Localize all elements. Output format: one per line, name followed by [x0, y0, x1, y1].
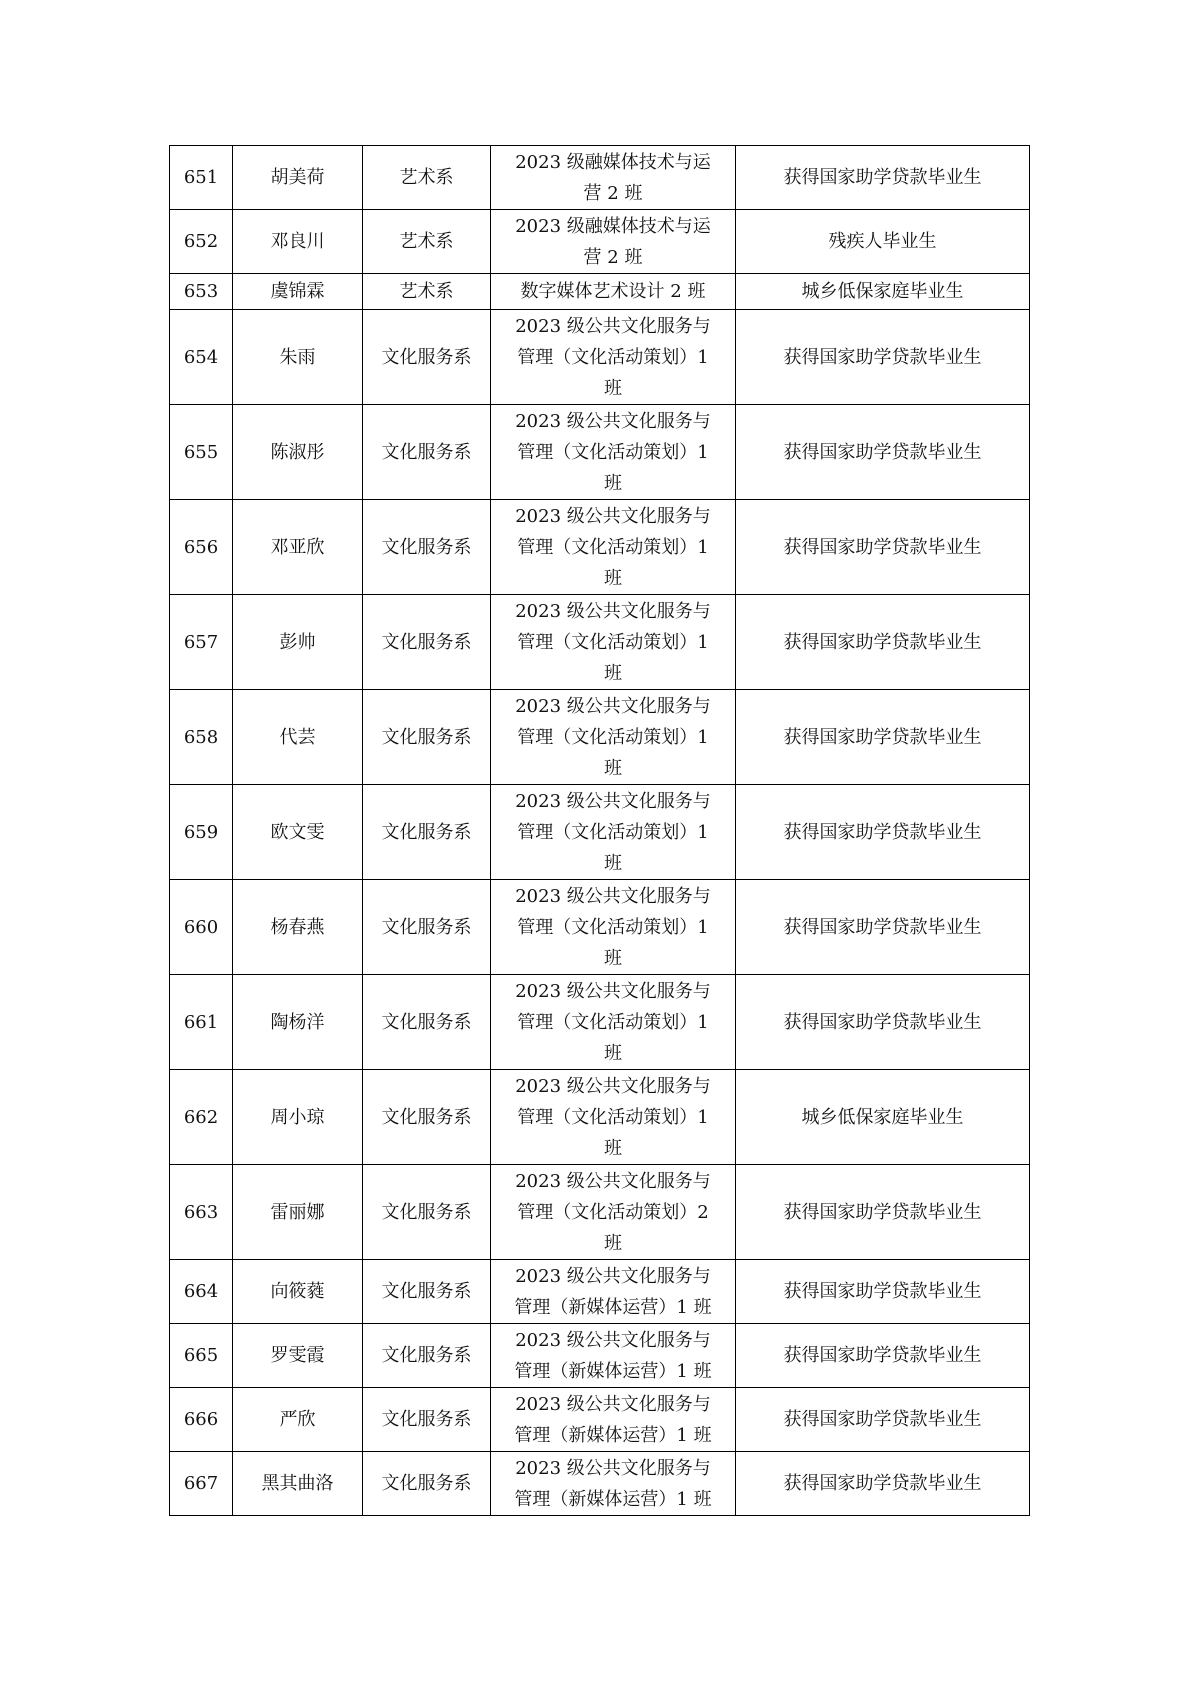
- class-line: 班: [604, 1232, 622, 1254]
- cell-department: 艺术系: [363, 210, 491, 274]
- table-row: [170, 595, 1030, 690]
- class-line: 管理（新媒体运营）1 班: [514, 1296, 712, 1318]
- cell-department: 艺术系: [363, 146, 491, 210]
- class-line: 2023 级公共文化服务与: [515, 980, 711, 1002]
- class-line: 2023 级公共文化服务与: [515, 1457, 711, 1479]
- class-line: 管理（新媒体运营）1 班: [514, 1488, 712, 1510]
- cell-class: [491, 310, 736, 405]
- class-line: 2023 级公共文化服务与: [515, 695, 711, 717]
- cell-class: [491, 1260, 736, 1324]
- cell-department: 文化服务系: [363, 500, 491, 595]
- class-line: 班: [604, 947, 622, 969]
- cell-department: 文化服务系: [363, 405, 491, 500]
- cell-number: 663: [170, 1165, 233, 1260]
- cell-department: 文化服务系: [363, 310, 491, 405]
- cell-number: 661: [170, 975, 233, 1070]
- class-line: 管理（文化活动策划）1: [517, 536, 709, 558]
- class-line: 班: [604, 757, 622, 779]
- cell-category: 城乡低保家庭毕业生: [736, 274, 1030, 310]
- graduate-table-body: [170, 146, 1030, 1516]
- cell-class: [491, 785, 736, 880]
- table-row: [170, 1388, 1030, 1452]
- cell-class: [491, 405, 736, 500]
- cell-department: 文化服务系: [363, 785, 491, 880]
- cell-name: 邓良川: [233, 210, 363, 274]
- table-row: [170, 500, 1030, 595]
- class-line: 2023 级公共文化服务与: [515, 505, 711, 527]
- table-row: [170, 310, 1030, 405]
- cell-number: 655: [170, 405, 233, 500]
- class-line: 2023 级公共文化服务与: [515, 410, 711, 432]
- cell-class: [491, 1070, 736, 1165]
- table-row: [170, 146, 1030, 210]
- class-line: 2023 级公共文化服务与: [515, 1265, 711, 1287]
- cell-class: [491, 1388, 736, 1452]
- class-line: 2023 级公共文化服务与: [515, 1075, 711, 1097]
- cell-name: 罗雯霞: [233, 1324, 363, 1388]
- cell-class: [491, 274, 736, 310]
- cell-category: 获得国家助学贷款毕业生: [736, 310, 1030, 405]
- cell-class: [491, 1165, 736, 1260]
- table-row: [170, 210, 1030, 274]
- table-row: [170, 405, 1030, 500]
- class-line: 管理（文化活动策划）1: [517, 726, 709, 748]
- cell-category: 城乡低保家庭毕业生: [736, 1070, 1030, 1165]
- cell-department: 文化服务系: [363, 690, 491, 785]
- table-row: [170, 1070, 1030, 1165]
- table-row: [170, 785, 1030, 880]
- cell-category: 获得国家助学贷款毕业生: [736, 975, 1030, 1070]
- cell-category: 获得国家助学贷款毕业生: [736, 785, 1030, 880]
- class-line: 管理（文化活动策划）1: [517, 441, 709, 463]
- cell-department: 文化服务系: [363, 880, 491, 975]
- cell-category: 获得国家助学贷款毕业生: [736, 1388, 1030, 1452]
- graduate-table: [169, 145, 1030, 1516]
- cell-class: [491, 690, 736, 785]
- class-line: 2023 级融媒体技术与运: [515, 215, 711, 237]
- cell-category: 获得国家助学贷款毕业生: [736, 1260, 1030, 1324]
- class-line: 管理（文化活动策划）1: [517, 346, 709, 368]
- table-row: [170, 880, 1030, 975]
- cell-department: 文化服务系: [363, 1165, 491, 1260]
- cell-category: 获得国家助学贷款毕业生: [736, 595, 1030, 690]
- cell-name: 陶杨洋: [233, 975, 363, 1070]
- cell-name: 朱雨: [233, 310, 363, 405]
- cell-department: 文化服务系: [363, 1070, 491, 1165]
- cell-class: [491, 1452, 736, 1516]
- class-line: 营 2 班: [583, 246, 643, 268]
- cell-number: 667: [170, 1452, 233, 1516]
- class-line: 管理（文化活动策划）1: [517, 821, 709, 843]
- cell-class: [491, 975, 736, 1070]
- class-line: 班: [604, 1137, 622, 1159]
- class-line: 班: [604, 472, 622, 494]
- cell-name: 虞锦霖: [233, 274, 363, 310]
- table-row: [170, 274, 1030, 310]
- class-line: 2023 级公共文化服务与: [515, 1170, 711, 1192]
- class-line: 班: [604, 567, 622, 589]
- cell-class: [491, 595, 736, 690]
- cell-category: 获得国家助学贷款毕业生: [736, 690, 1030, 785]
- cell-class: [491, 146, 736, 210]
- cell-number: 659: [170, 785, 233, 880]
- cell-number: 664: [170, 1260, 233, 1324]
- cell-category: 残疾人毕业生: [736, 210, 1030, 274]
- class-line: 2023 级公共文化服务与: [515, 1329, 711, 1351]
- cell-name: 陈淑彤: [233, 405, 363, 500]
- table-row: [170, 1452, 1030, 1516]
- cell-department: 文化服务系: [363, 1324, 491, 1388]
- class-line: 营 2 班: [583, 182, 643, 204]
- cell-name: 代芸: [233, 690, 363, 785]
- cell-name: 雷丽娜: [233, 1165, 363, 1260]
- class-line: 班: [604, 377, 622, 399]
- cell-category: 获得国家助学贷款毕业生: [736, 146, 1030, 210]
- cell-class: [491, 210, 736, 274]
- cell-number: 665: [170, 1324, 233, 1388]
- cell-category: 获得国家助学贷款毕业生: [736, 880, 1030, 975]
- cell-number: 662: [170, 1070, 233, 1165]
- class-line: 班: [604, 662, 622, 684]
- cell-class: [491, 500, 736, 595]
- cell-name: 胡美荷: [233, 146, 363, 210]
- class-line: 2023 级公共文化服务与: [515, 315, 711, 337]
- table-row: [170, 690, 1030, 785]
- class-line: 班: [604, 1042, 622, 1064]
- class-line: 管理（文化活动策划）1: [517, 1106, 709, 1128]
- cell-number: 652: [170, 210, 233, 274]
- class-line: 管理（文化活动策划）1: [517, 631, 709, 653]
- class-line: 管理（新媒体运营）1 班: [514, 1424, 712, 1446]
- class-line: 管理（文化活动策划）1: [517, 1011, 709, 1033]
- cell-department: 文化服务系: [363, 1452, 491, 1516]
- class-line: 2023 级公共文化服务与: [515, 885, 711, 907]
- cell-category: 获得国家助学贷款毕业生: [736, 1324, 1030, 1388]
- cell-name: 邓亚欣: [233, 500, 363, 595]
- cell-number: 651: [170, 146, 233, 210]
- cell-number: 657: [170, 595, 233, 690]
- class-line: 2023 级公共文化服务与: [515, 1393, 711, 1415]
- table-row: [170, 1165, 1030, 1260]
- cell-class: [491, 880, 736, 975]
- cell-number: 656: [170, 500, 233, 595]
- cell-number: 654: [170, 310, 233, 405]
- class-line: 数字媒体艺术设计 2 班: [520, 281, 706, 302]
- cell-category: 获得国家助学贷款毕业生: [736, 1452, 1030, 1516]
- table-row: [170, 1260, 1030, 1324]
- class-line: 班: [604, 852, 622, 874]
- cell-name: 严欣: [233, 1388, 363, 1452]
- cell-department: 文化服务系: [363, 595, 491, 690]
- graduate-list-sheet: [169, 145, 1029, 1516]
- cell-department: 艺术系: [363, 274, 491, 310]
- cell-name: 彭帅: [233, 595, 363, 690]
- table-row: [170, 1324, 1030, 1388]
- cell-class: [491, 1324, 736, 1388]
- class-line: 2023 级融媒体技术与运: [515, 151, 711, 173]
- class-line: 2023 级公共文化服务与: [515, 790, 711, 812]
- cell-department: 文化服务系: [363, 1388, 491, 1452]
- class-line: 管理（文化活动策划）1: [517, 916, 709, 938]
- cell-name: 欧文雯: [233, 785, 363, 880]
- cell-name: 杨春燕: [233, 880, 363, 975]
- cell-department: 文化服务系: [363, 975, 491, 1070]
- cell-category: 获得国家助学贷款毕业生: [736, 405, 1030, 500]
- cell-name: 向筱蕤: [233, 1260, 363, 1324]
- cell-name: 黑其曲洛: [233, 1452, 363, 1516]
- table-row: [170, 975, 1030, 1070]
- class-line: 管理（新媒体运营）1 班: [514, 1360, 712, 1382]
- cell-category: 获得国家助学贷款毕业生: [736, 1165, 1030, 1260]
- class-line: 管理（文化活动策划）2: [517, 1201, 709, 1223]
- class-line: 2023 级公共文化服务与: [515, 600, 711, 622]
- cell-number: 653: [170, 274, 233, 310]
- cell-department: 文化服务系: [363, 1260, 491, 1324]
- cell-number: 660: [170, 880, 233, 975]
- cell-category: 获得国家助学贷款毕业生: [736, 500, 1030, 595]
- cell-number: 666: [170, 1388, 233, 1452]
- cell-name: 周小琼: [233, 1070, 363, 1165]
- cell-number: 658: [170, 690, 233, 785]
